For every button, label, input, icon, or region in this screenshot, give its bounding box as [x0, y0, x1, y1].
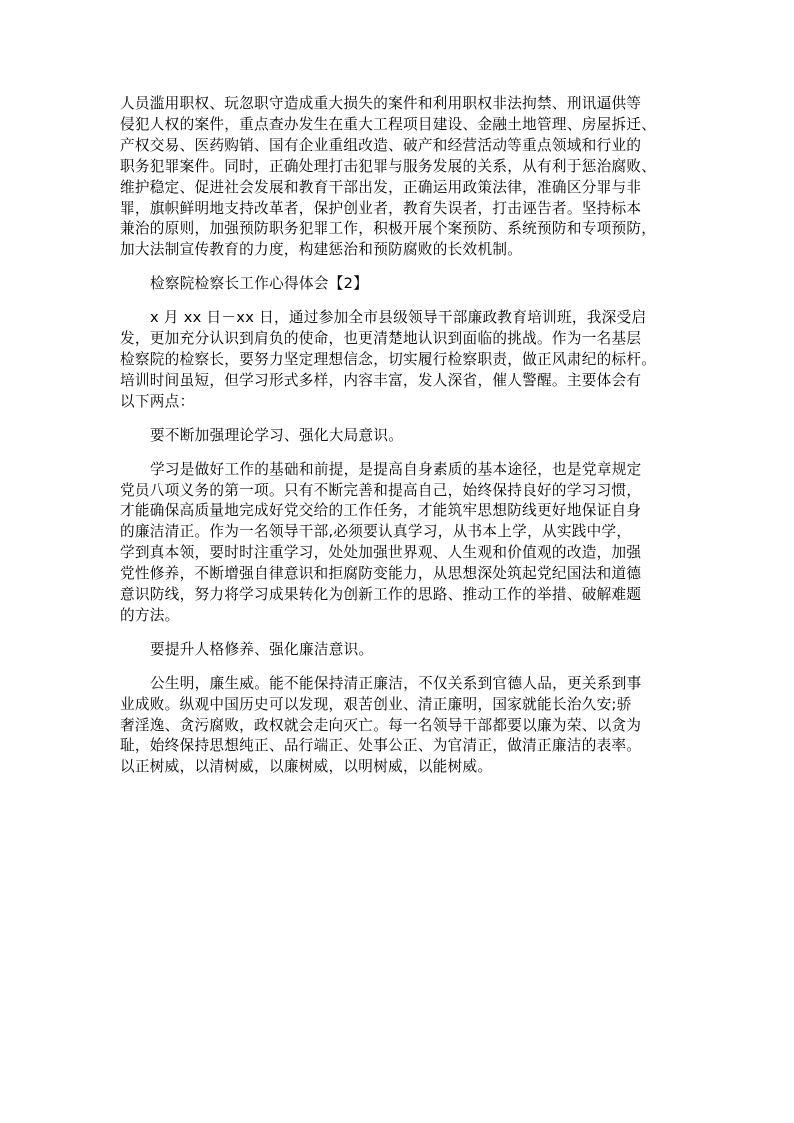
- text-line: 侵犯人权的案件，重点查办发生在重大工程项目建设、金融土地管理、房屋拆迁、: [120, 115, 657, 133]
- text-line: 学到真本领，要时时注重学习，处处加强世界观、人生观和价值观的改造，加强: [120, 544, 642, 562]
- text-line: 的方法。: [120, 606, 180, 624]
- text-line: 罪，旗帜鲜明地支持改革者，保护创业者，教育失误者，打击诬告者。坚持标本: [120, 199, 642, 217]
- text-line: 职务犯罪案件。同时，正确处理打击犯罪与服务发展的关系，从有利于惩治腐败、: [120, 157, 657, 175]
- point-heading-study: 要不断加强理论学习、强化大局意识。: [150, 426, 404, 444]
- text-line: 党员八项义务的第一项。只有不断完善和提高自己，始终保持良好的学习习惯，: [120, 481, 642, 499]
- paragraph-intro: [120, 308, 682, 413]
- text-line: 意识防线，努力将学习成果转化为创新工作的思路、推动工作的举措、破解难题: [120, 586, 642, 604]
- point-heading-integrity: 要提升人格修养、强化廉洁意识。: [150, 640, 374, 658]
- text-line: 以下两点：: [120, 392, 195, 410]
- text-line: x 月 xx 日－xx 日，通过参加全市县级领导干部廉政教育培训班，我深受启: [150, 309, 647, 327]
- text-line: 公生明，廉生威。能不能保持清正廉洁，不仅关系到官德人品，更关系到事: [150, 674, 642, 692]
- text-line: 加大法制宣传教育的力度，构建惩治和预防腐败的长效机制。: [120, 241, 523, 259]
- text-line: 党性修养，不断增强自律意识和拒腐防变能力，从思想深处筑起党纪国法和道德: [120, 565, 642, 583]
- text-line: 维护稳定、促进社会发展和教育干部出发，正确运用政策法律，准确区分罪与非: [120, 178, 642, 196]
- document-body: [120, 94, 682, 791]
- text-line: 以正树威，以清树威，以廉树威，以明树威，以能树威。: [120, 758, 493, 776]
- paragraph-continuation: [120, 94, 682, 261]
- text-line: 检察院的检察长，要努力坚定理想信念，切实履行检察职责，做正风肃纪的标杆。: [120, 350, 657, 368]
- paragraph-integrity: [120, 674, 682, 779]
- section-title: 检察院检察长工作心得体会【2】: [150, 275, 369, 293]
- text-line: 的廉洁清正。作为一名领导干部,必须要认真学习，从书本上学，从实践中学，: [120, 523, 632, 541]
- text-line: 产权交易、医药购销、国有企业重组改造、破产和经营活动等重点领域和行业的: [120, 136, 642, 154]
- text-line: 才能确保高质量地完成好党交给的工作任务，才能筑牢思想防线更好地保证自身: [120, 502, 642, 520]
- text-line: 人员滥用职权、玩忽职守造成重大损失的案件和利用职权非法拘禁、刑讯逼供等: [120, 95, 642, 112]
- text-line: 培训时间虽短，但学习形式多样，内容丰富，发人深省，催人警醒。主要体会有: [120, 371, 642, 389]
- text-line: 耻，始终保持思想纯正、品行端正、处事公正、为官清正，做清正廉洁的表率。: [120, 737, 642, 755]
- text-line: 发，更加充分认识到肩负的使命，也更清楚地认识到面临的挑战。作为一名基层: [120, 330, 642, 348]
- text-line: 业成败。纵观中国历史可以发现，艰苦创业、清正廉明，国家就能长治久安;骄: [120, 695, 632, 713]
- text-line: 兼治的原则，加强预防职务犯罪工作，积极开展个案预防、系统预防和专项预防，: [120, 220, 657, 238]
- text-line: 奢淫逸、贪污腐败，政权就会走向灭亡。每一名领导干部都要以廉为荣、以贪为: [120, 716, 642, 734]
- text-line: 学习是做好工作的基础和前提，是提高自身素质的基本途径，也是党章规定: [150, 460, 642, 478]
- paragraph-study: [120, 460, 682, 627]
